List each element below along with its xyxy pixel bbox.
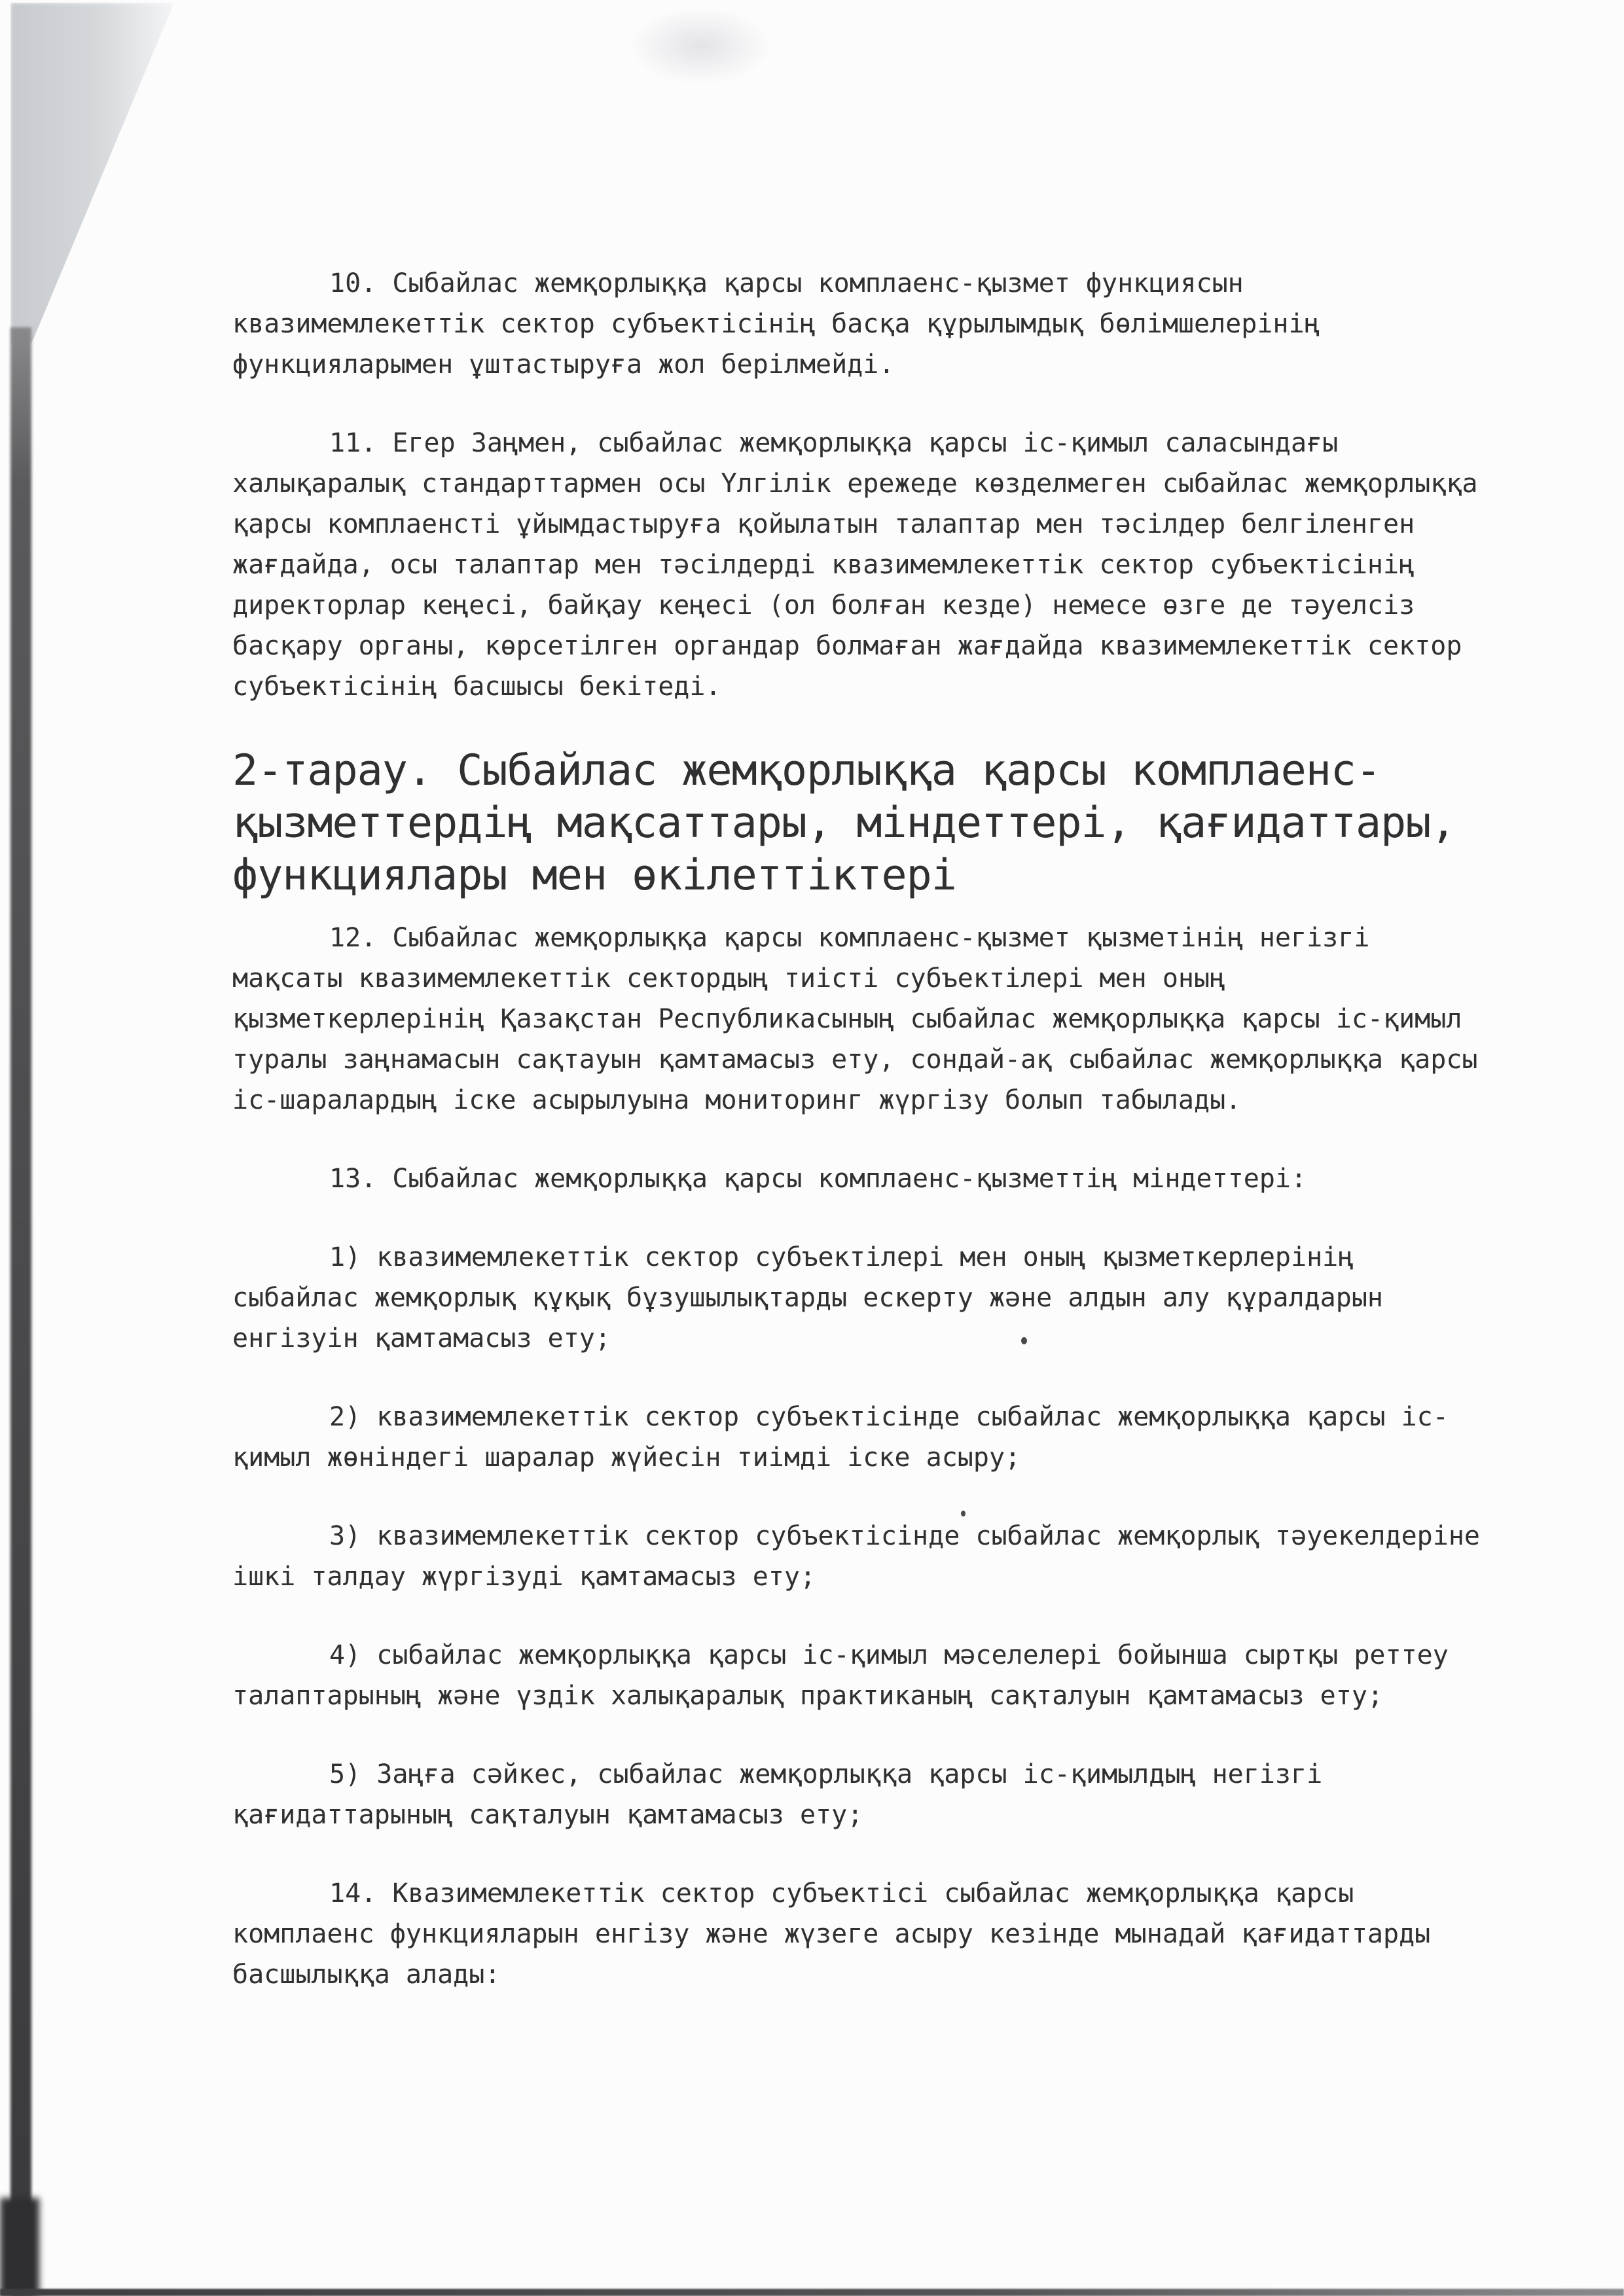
scan-bottom-edge	[0, 2289, 1624, 2296]
scan-edge-strip	[10, 327, 31, 2296]
scan-edge-corner	[0, 2198, 39, 2296]
text-line: енгізуін қамтамасыз ету;	[232, 1323, 611, 1354]
text-line: қағидаттарының сақталуын қамтамасыз ету;	[232, 1800, 863, 1830]
text-line: функциялары мен өкілеттіктері	[232, 851, 956, 900]
text-line: қимыл жөніндегі шаралар жүйесін тиімді іске асыру;	[232, 1443, 1021, 1473]
text-line: 2-тарау. Сыбайлас жемқорлыққа қарсы комплаенс-	[232, 746, 1381, 795]
text-line: мақсаты квазимемлекеттік сектордың тиісті субъектілері мен оның	[232, 963, 1226, 994]
text-line: іс-шаралардың іске асырылуына мониторинг жүргізу болып табылады.	[232, 1085, 1242, 1115]
text-line: 3) квазимемлекеттік сектор субъектісінде сыбайлас жемқорлық тәуекелдеріне	[329, 1521, 1480, 1551]
text-line: қызметтердің мақсаттары, міндеттері, қағидаттары,	[232, 798, 1456, 848]
text-line: директорлар кеңесі, байқау кеңесі (ол болған кезде) немесе өзге де тәуелсіз	[232, 590, 1415, 620]
list-item-5	[232, 1754, 1519, 1835]
text-line: квазимемлекеттік сектор субъектісінің басқа құрылымдық бөлімшелерінің	[232, 309, 1320, 339]
paragraph-10	[232, 263, 1519, 385]
paragraph-11	[232, 423, 1519, 707]
text-line: туралы заңнамасын сақтауын қамтамасыз ету, сондай-ақ сыбайлас жемқорлыққа қарсы	[232, 1045, 1478, 1075]
list-item-2	[232, 1397, 1519, 1478]
list-item-4	[232, 1635, 1519, 1716]
document-text	[232, 263, 1519, 2033]
text-line: қызметкерлерінің Қазақстан Республикасының сыбайлас жемқорлыққа қарсы іс-қимыл	[232, 1004, 1462, 1034]
chapter-2-heading	[232, 745, 1519, 902]
text-line: 10. Сыбайлас жемқорлыққа қарсы комплаенс-қызмет функциясын	[329, 268, 1244, 298]
text-line: қарсы комплаенсті ұйымдастыруға қойылатын талаптар мен тәсілдер белгіленген	[232, 509, 1415, 539]
text-line: басқару органы, көрсетілген органдар болмаған жағдайда квазимемлекеттік сектор	[232, 631, 1462, 661]
text-line: халықаралық стандарттармен осы Үлгілік ережеде көзделмеген сыбайлас жемқорлыққа	[232, 469, 1478, 499]
text-line: 2) квазимемлекеттік сектор субъектісінде сыбайлас жемқорлыққа қарсы іс-	[329, 1402, 1449, 1432]
text-line: 13. Сыбайлас жемқорлыққа қарсы комплаенс-қызметтің міндеттері:	[329, 1164, 1307, 1194]
text-line: функцияларымен ұштастыруға жол берілмейді.	[232, 350, 895, 380]
text-line: комплаенс функцияларын енгізу және жүзеге асыру кезінде мынадай қағидаттарды	[232, 1919, 1431, 1949]
paragraph-12	[232, 918, 1519, 1121]
text-line: 14. Квазимемлекеттік сектор субъектісі сыбайлас жемқорлыққа қарсы	[329, 1878, 1354, 1909]
text-line: 12. Сыбайлас жемқорлыққа қарсы комплаенс-қызмет қызметінің негізгі	[329, 923, 1370, 953]
text-line: 5) Заңға сәйкес, сыбайлас жемқорлыққа қарсы іс-қимылдың негізгі	[329, 1759, 1323, 1789]
text-line: 11. Егер Заңмен, сыбайлас жемқорлыққа қарсы іс-қимыл саласындағы	[329, 428, 1339, 458]
text-line: талаптарының және үздік халықаралық практиканың сақталуын қамтамасыз ету;	[232, 1681, 1383, 1711]
text-line: жағдайда, осы талаптар мен тәсілдерді квазимемлекеттік сектор субъектісінің	[232, 550, 1415, 580]
list-item-1	[232, 1237, 1519, 1359]
text-line: 1) квазимемлекеттік сектор субъектілері мен оның қызметкерлерінің	[329, 1242, 1354, 1272]
text-line: ішкі талдау жүргізуді қамтамасыз ету;	[232, 1562, 816, 1592]
text-line: субъектісінің басшысы бекітеді.	[232, 672, 721, 702]
text-line: 4) сыбайлас жемқорлыққа қарсы іс-қимыл мәселелері бойынша сыртқы реттеу	[329, 1640, 1449, 1670]
paragraph-13	[232, 1158, 1519, 1199]
text-line: басшылыққа алады:	[232, 1960, 501, 1990]
page-fold-shadow	[10, 3, 174, 343]
scan-smudge	[628, 7, 772, 85]
list-item-3	[232, 1516, 1519, 1597]
paragraph-14	[232, 1873, 1519, 1995]
text-line: сыбайлас жемқорлық құқық бұзушылықтарды ескерту және алдын алу құралдарын	[232, 1283, 1383, 1313]
